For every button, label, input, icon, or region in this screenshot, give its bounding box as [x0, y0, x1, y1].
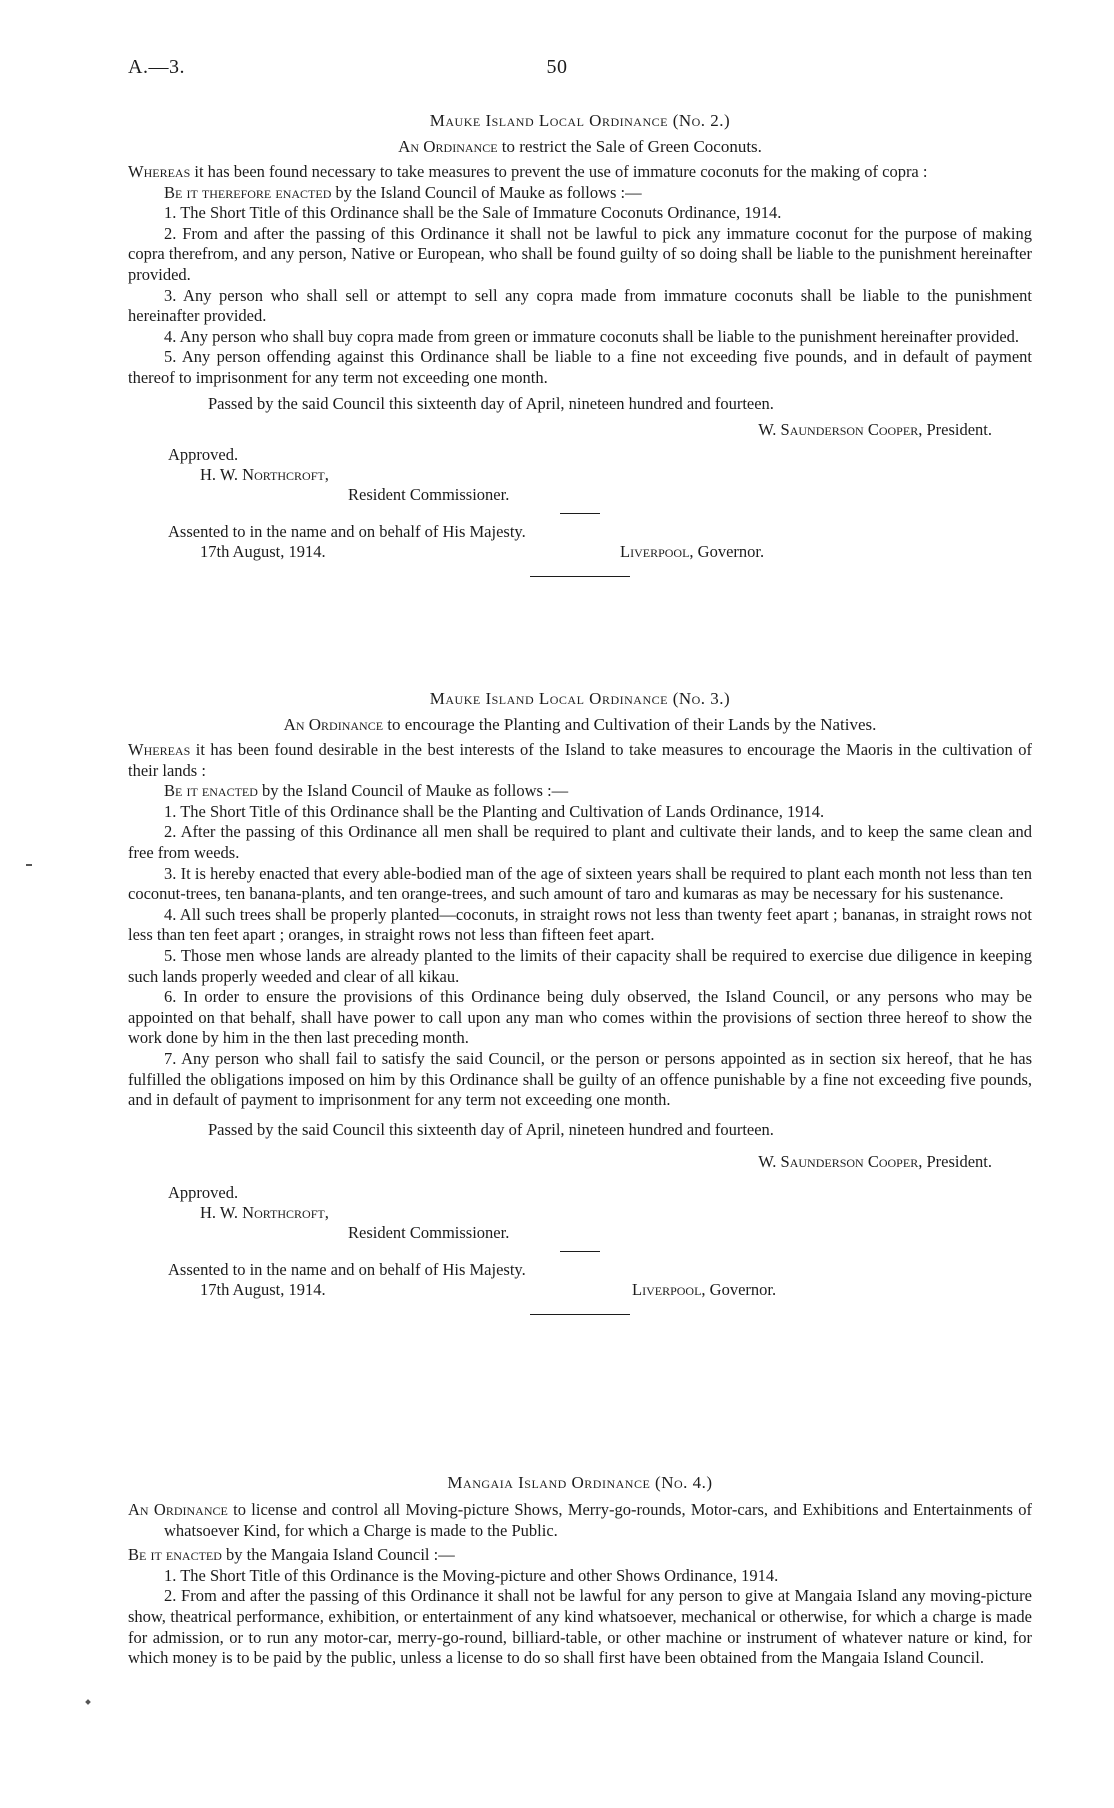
commissioner-title: Resident Commissioner.: [348, 1222, 510, 1242]
preamble: Whereas it has been found desirable in the best interests of the Island to take measures to encourage the Maoris in the cultivation of their lands :: [128, 740, 1032, 780]
commissioner-name: H. W. Northcroft,: [200, 1202, 329, 1222]
approved-label: Approved.: [168, 1182, 239, 1202]
section-title: Mauke Island Local Ordinance (No. 2.): [429, 111, 731, 130]
enacting-clause: Be it enacted by the Mangaia Island Council :—: [128, 1545, 455, 1565]
clause-4: 4. All such trees shall be properly planted—coconuts, in straight rows not less than twenty feet apart ; bananas, in straight rows not less than ten feet apart ; oranges, in straight rows not less than fifteen feet apart.: [128, 904, 1032, 945]
governor-signature: Liverpool, Governor.: [632, 1279, 777, 1299]
page-number: 50: [546, 56, 568, 78]
section-subtitle: An Ordinance to encourage the Planting and Cultivation of their Lands by the Natives.: [283, 715, 877, 734]
clause-5: 5. Those men whose lands are already planted to the limits of their capacity shall be required to exercise due diligence in keeping such lands properly weeded and clear of all kikau.: [128, 945, 1032, 986]
section-subtitle: An Ordinance to restrict the Sale of Green Coconuts.: [398, 137, 762, 156]
document-reference: A.—3.: [128, 56, 185, 78]
assent-date-row: [200, 1280, 1032, 1300]
passed-statement: Passed by the said Council this sixteenth day of April, nineteen hundred and fourteen.: [208, 1119, 774, 1139]
clause-2: 2. After the passing of this Ordinance all men shall be required to plant and cultivate their lands, and to keep the same clean and free from weeds.: [128, 822, 1032, 862]
divider: [560, 1251, 600, 1252]
section-divider: [530, 1314, 630, 1315]
clause-2: 2. From and after the passing of this Ordinance it shall not be lawful for any person to give at Mangaia Island any moving-picture show, theatrical performance, exhibition, or entertainment of any kind whatsoever, mechanical or otherwise, for which a charge is made for admission, or to run any motor-car, merry-go-round, billiard-table, or other machine or instrument of whatever nature or kind, for which money is to be paid by the public, unless a license to do so shall first have been obtained from the Mangaia Island Council.: [128, 1586, 1032, 1668]
commissioner-title: Resident Commissioner.: [348, 484, 510, 504]
clause-7: 7. Any person who shall fail to satisfy the said Council, or the person or persons appointed as in section six hereof, that he has fulfilled the obligations imposed on him by this Ordinance shall be guilty of an offence punishable by a fine not exceeding five pounds, and in default of payment to imprisonment for any term not exceeding one month.: [128, 1048, 1032, 1110]
divider: [560, 513, 600, 514]
enacting-clause: Be it therefore enacted by the Island Council of Mauke as follows :—: [164, 182, 642, 202]
assent-date: 17th August, 1914.: [200, 541, 326, 561]
clause-1: 1. The Short Title of this Ordinance shall be the Sale of Immature Coconuts Ordinance, 1914.: [164, 203, 782, 223]
clause-2: 2. From and after the passing of this Ordinance it shall not be lawful to pick any immature coconut for the purpose of making copra therefrom, and any person, Native or European, who shall be found guilty of so doing shall be liable to the punishment hereinafter provided.: [128, 223, 1032, 284]
assent-date: 17th August, 1914.: [200, 1279, 326, 1299]
clause-4: 4. Any person who shall buy copra made from green or immature coconuts shall be liable to the punishment hereinafter provided.: [164, 326, 1020, 346]
enacting-clause: Be it enacted by the Island Council of Mauke as follows :—: [164, 781, 569, 801]
clause-5: 5. Any person offending against this Ordinance shall be liable to a fine not exceeding five pounds, and in default of payment thereof to imprisonment for any term not exceeding one month.: [128, 347, 1032, 387]
approved-label: Approved.: [168, 444, 239, 464]
president-signature: W. Saunderson Cooper, President.: [758, 419, 992, 439]
scan-mark: [85, 1699, 91, 1705]
commissioner-name: H. W. Northcroft,: [200, 464, 329, 484]
clause-3: 3. It is hereby enacted that every able-bodied man of the age of sixteen years shall be required to plant each month not less than ten coconut-trees, ten banana-plants, and ten orange-trees, and such amount of taro and kumaras as may be necessary for his sustenance.: [128, 863, 1032, 904]
preamble: Whereas it has been found necessary to take measures to prevent the use of immature coconuts for the making of copra :: [128, 162, 928, 181]
assent-statement: Assented to in the name and on behalf of His Majesty.: [168, 521, 526, 541]
section-divider: [530, 576, 630, 577]
president-signature: W. Saunderson Cooper, President.: [758, 1151, 992, 1171]
governor-signature: Liverpool, Governor.: [620, 541, 765, 561]
clause-1: 1. The Short Title of this Ordinance shall be the Planting and Cultivation of Lands Ordinance, 1914.: [164, 801, 825, 821]
clause-1: 1. The Short Title of this Ordinance is the Moving-picture and other Shows Ordinance, 1914.: [164, 1565, 779, 1585]
section-title: Mangaia Island Ordinance (No. 4.): [447, 1473, 713, 1492]
clause-3: 3. Any person who shall sell or attempt to sell any copra made from immature coconuts shall be liable to the punishment hereinafter provided.: [128, 285, 1032, 326]
scan-mark: [26, 864, 32, 866]
section-title: Mauke Island Local Ordinance (No. 3.): [429, 689, 731, 708]
clause-6: 6. In order to ensure the provisions of this Ordinance being duly observed, the Island Council, or any persons who may be appointed on that behalf, shall have power to call upon any man who comes within the provisions of section three hereof to show the work done by him in the then last preceding month.: [128, 987, 1032, 1048]
assent-date-row: [200, 542, 1032, 562]
ordinance-no-3: [128, 688, 1032, 1323]
section-subtitle: An Ordinance to license and control all Moving-picture Shows, Merry-go-rounds, Motor-cars, and Exhibitions and Entertainments of whatsoever Kind, for which a Charge is made to the Public.: [128, 1500, 1032, 1540]
assent-statement: Assented to in the name and on behalf of His Majesty.: [168, 1259, 526, 1279]
passed-statement: Passed by the said Council this sixteenth day of April, nineteen hundred and fourteen.: [208, 393, 774, 413]
ordinance-no-4: [128, 1472, 1032, 1669]
ordinance-no-2: [128, 110, 1032, 585]
